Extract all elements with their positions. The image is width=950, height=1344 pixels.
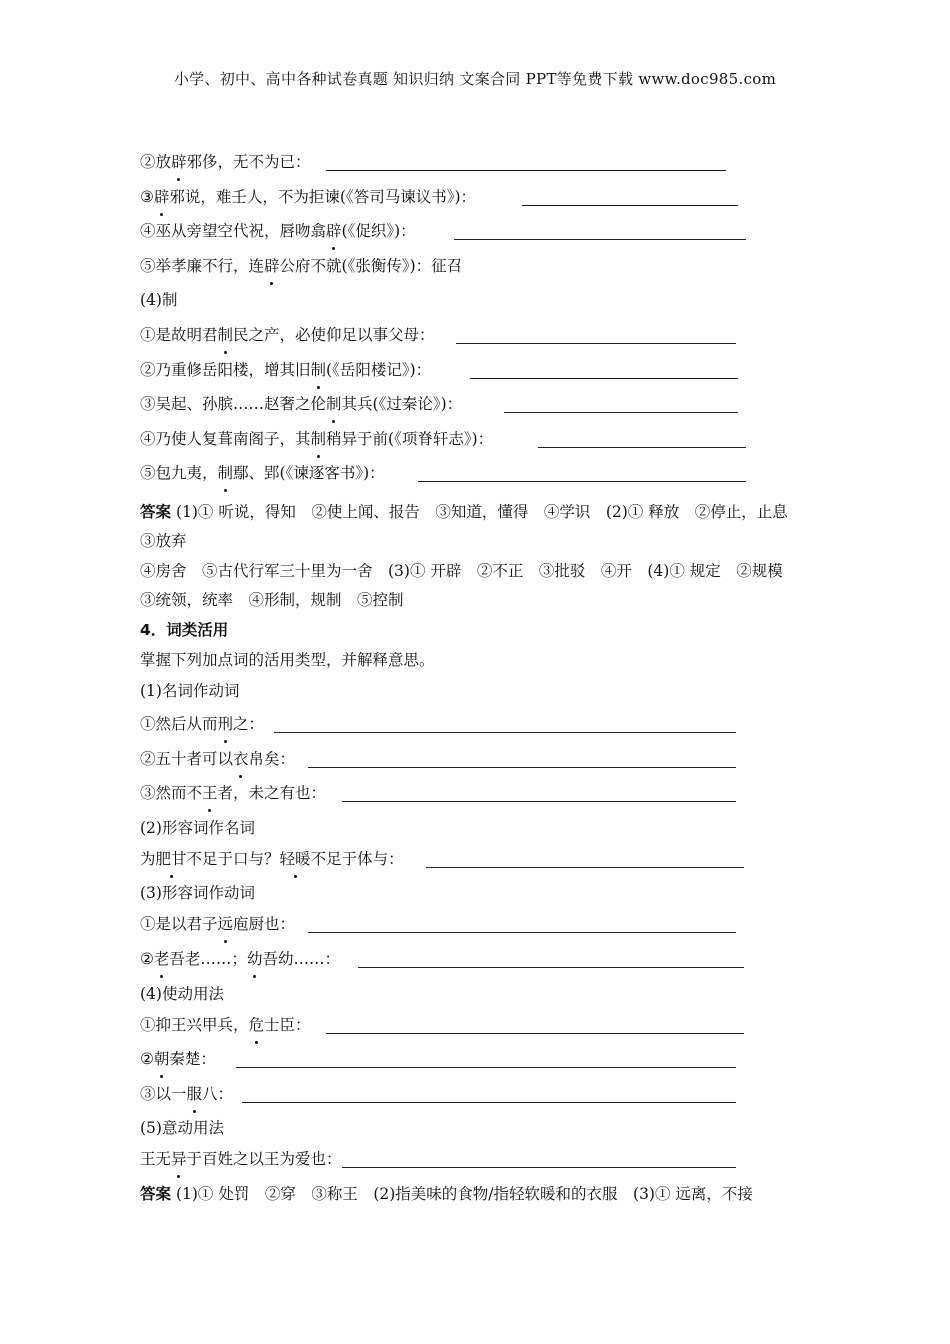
answer-blank[interactable] [538,447,746,448]
document-body [140,148,812,1214]
question-line: ①然后从而刑之： [140,710,812,745]
answer-blank[interactable] [342,801,736,802]
answer-blank[interactable] [274,732,736,733]
answer-block: ④房舍 ⑤古代行军三十里为一舍 (3)① 开辟 ②不正 ③批驳 ④开 (4)① 规定 ②规模 ③统领，统率 ④形制，规制 ⑤控制 [140,561,799,610]
emphasis-char: 老 [154,945,170,973]
question-line: ②五十者可以衣帛矣： [140,745,812,780]
question-line: ①抑王兴甲兵，危士臣： [140,1011,812,1046]
answer-blank[interactable] [326,1033,744,1034]
emphasis-char: 辟 [264,252,280,280]
answer-blank[interactable] [308,767,736,768]
question-line: ②放辟邪侈，无不为已： [140,148,812,183]
emphasis-char: 制 [218,459,234,487]
question-line: ③以一服八： [140,1080,812,1115]
emphasis-char: 幼 [247,945,263,973]
question-line: ①是以君子远庖厨也： [140,910,812,945]
section-title: 4．词类活用 [140,620,229,639]
section-intro: 掌握下列加点词的活用类型，并解释意思。 [140,650,435,669]
question-line: 王无异于百姓之以王为爱也： [140,1145,812,1180]
answer-blank[interactable] [456,343,736,344]
answer-blank[interactable] [470,378,738,379]
question-line: 为肥甘不足于口与？轻暖不足于体与： [140,845,812,880]
subsection-title: (5)意动用法 [140,1119,224,1138]
subsection-title: (4)使动用法 [140,984,224,1003]
question-line: ②朝秦楚： [140,1045,812,1080]
answer-blank[interactable] [326,170,726,171]
question-line: ①是故明君制民之产，必使仰足以事父母： [140,321,812,356]
subsection-title: (4)制 [140,291,178,310]
page-header: 小学、初中、高中各种试卷真题 知识归纳 文案合同 PPT等免费下载 www.doc985.com [173,70,777,88]
question-line: ④巫从旁望空代祝，唇吻翕辟(《促织》)： [140,217,812,252]
emphasis-char: 衣 [233,745,249,773]
emphasis-char: 制 [326,390,342,418]
emphasis-char: 朝 [154,1045,170,1073]
question-line: ⑤举孝廉不行，连辟公府不就(《张衡传》)：征召 [140,252,812,287]
emphasis-char: 刑 [218,710,234,738]
answer-blank[interactable] [454,239,746,240]
emphasis-char: 辟 [326,217,342,245]
answer-blank[interactable] [418,481,746,482]
emphasis-char: 制 [311,425,327,453]
subsection-title: (1)名词作动词 [140,681,240,700]
subsection-title: (2)形容词作名词 [140,818,255,837]
question-line: ②老吾老……；幼吾幼……： [140,945,812,980]
emphasis-char: 危 [249,1011,265,1039]
answer-blank[interactable] [242,1102,736,1103]
emphasis-char: 轻暖 [280,845,311,873]
answer-block: 答案 (1)① 处罚 ②穿 ③称王 (2)指美味的食物/指轻软暖和的衣服 (3)① 远离，不接 [140,1184,753,1203]
emphasis-char: 制 [311,356,327,384]
answer-block: 答案 (1)① 听说，得知 ②使上闻、报告 ③知道，懂得 ④学识 (2)① 释放 ②停止，止息 ③放弃 [140,502,804,551]
emphasis-char: 异 [171,1145,187,1173]
answer-label: 答案 [140,1184,172,1203]
emphasis-char: 制 [218,321,234,349]
answer-blank[interactable] [426,867,744,868]
question-line: ③吴起、孙膑……赵奢之伦制其兵(《过秦论》)： [140,390,812,425]
question-line: ③辟邪说，难壬人，不为拒谏(《答司马谏议书》)： [140,183,812,218]
question-line: ⑤包九夷，制鄢、郢(《谏逐客书》)： [140,459,812,494]
emphasis-char: 肥甘 [156,845,187,873]
answer-label: 答案 [140,502,172,521]
answer-blank[interactable] [342,1167,736,1168]
emphasis-char: 辟 [154,183,170,211]
answer-blank[interactable] [504,412,738,413]
answer-blank[interactable] [236,1067,736,1068]
emphasis-char: 辟 [171,148,187,176]
emphasis-char: 远 [218,910,234,938]
emphasis-char: 服 [187,1080,203,1108]
answer-blank[interactable] [522,205,738,206]
subsection-title: (3)形容词作动词 [140,884,255,903]
question-line: ④乃使人复葺南阁子，其制稍异于前(《项脊轩志》)： [140,425,812,460]
answer-blank[interactable] [308,932,736,933]
emphasis-char: 王 [202,779,218,807]
question-line: ②乃重修岳阳楼，增其旧制(《岳阳楼记》)： [140,356,812,391]
question-line: ③然而不王者，未之有也： [140,779,812,814]
answer-blank[interactable] [358,967,744,968]
